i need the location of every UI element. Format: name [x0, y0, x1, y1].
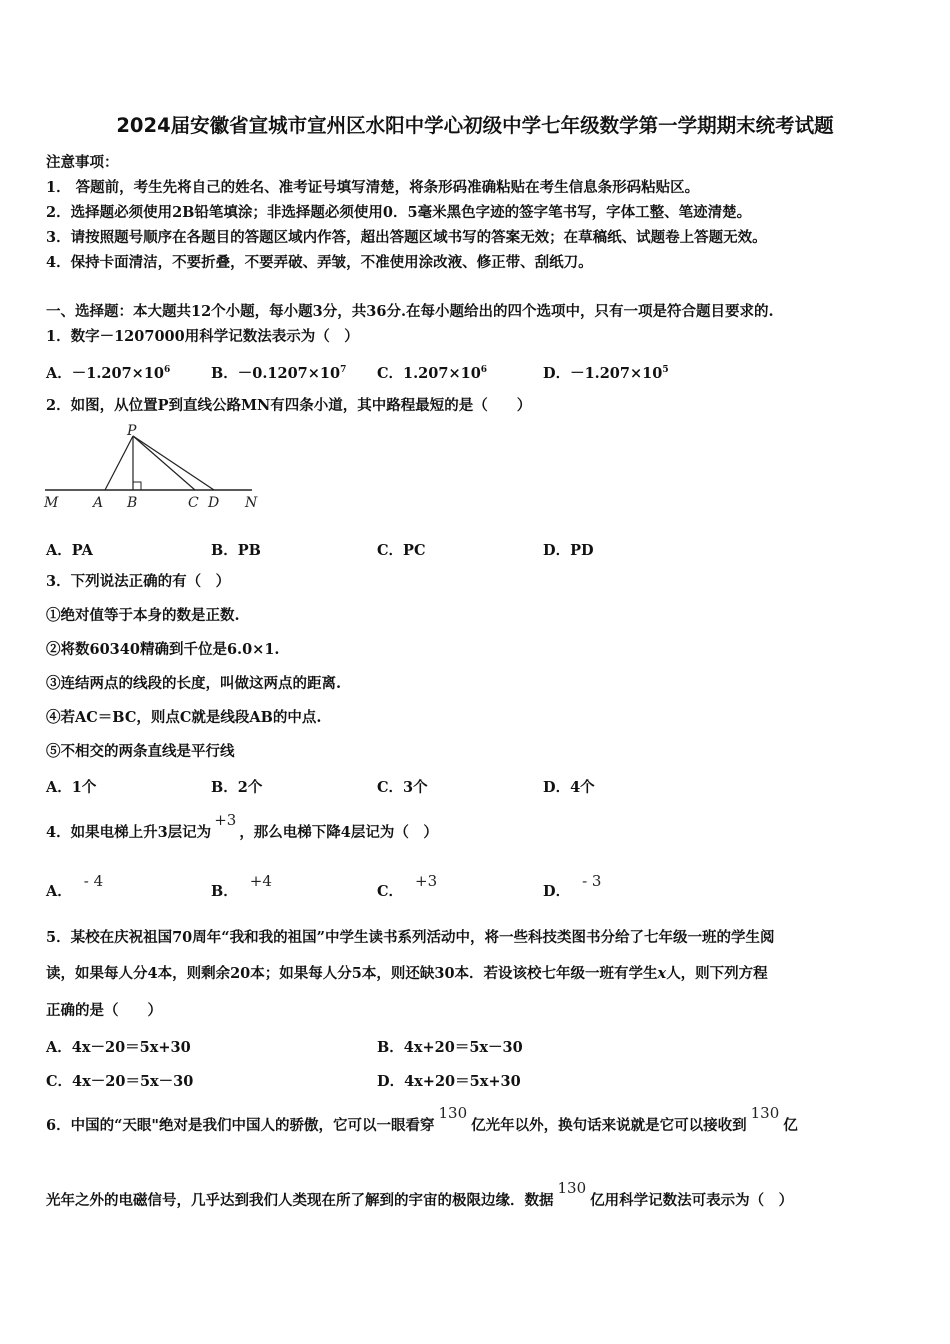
q1-option-d[interactable]: D．$-1.207\times 10^5$ — [543, 365, 669, 382]
label-n: N — [245, 495, 258, 511]
q3-statement: ④若AC＝BC，则点C就是线段AB的中点. — [46, 709, 322, 726]
q3-option-d[interactable]: D．4个 — [543, 779, 595, 796]
q5-line-1: 5．某校在庆祝祖国70周年“我和我的祖国”中学生读书系列活动中，将一些科技类图书分给了七年级一班的学生阅 — [46, 929, 775, 946]
q2-option-a[interactable]: A．PA — [46, 542, 93, 559]
q3-statement: ①绝对值等于本身的数是正数. — [46, 607, 240, 624]
q1-option-a[interactable]: A．$-1.207\times 10^6$ — [46, 365, 171, 382]
path-pd — [133, 436, 214, 490]
q2-option-d[interactable]: D．PD — [543, 542, 594, 559]
notes-heading: 注意事项： — [46, 154, 119, 171]
label-c: C — [188, 495, 199, 511]
note-item: 1． 答题前，考生先将自己的姓名、准考证号填写清楚，将条形码准确粘贴在考生信息条形码粘贴区。 — [46, 179, 700, 196]
q4-formula: +3 — [214, 811, 237, 829]
label-a: A — [93, 495, 104, 511]
q5-option-b[interactable]: B．4x+20＝5x－30 — [377, 1039, 523, 1056]
q3-stem: 3．下列说法正确的有（ ） — [46, 573, 231, 590]
q3-statement: ⑤不相交的两条直线是平行线 — [46, 743, 235, 760]
note-item: 4．保持卡面清洁，不要折叠，不要弄破、弄皱，不准使用涂改液、修正带、刮纸刀。 — [46, 254, 593, 271]
q4-option-b[interactable]: B．+4 — [211, 872, 272, 900]
q6-line-1: 6．中国的“天眼"绝对是我们中国人的骄傲，它可以一眼看穿130亿光年以外，换句话来说就是它可以接收到130亿 — [46, 1104, 798, 1134]
q5-option-a[interactable]: A．4x－20＝5x+30 — [46, 1039, 191, 1056]
q5-line-3: 正确的是（ ） — [46, 1002, 162, 1019]
q3-option-a[interactable]: A．1个 — [46, 779, 97, 796]
section-heading: 一、选择题：本大题共12个小题，每小题3分，共36分.在每小题给出的四个选项中，只有一项是符合题目要求的. — [46, 303, 774, 320]
q5-option-c[interactable]: C．4x－20＝5x－30 — [46, 1073, 194, 1090]
q1-option-c[interactable]: C．$1.207\times 10^6$ — [377, 365, 488, 382]
q1-option-b[interactable]: B．$-0.1207\times 10^7$ — [211, 365, 347, 382]
right-angle-mark — [133, 482, 141, 490]
note-item: 3．请按照题号顺序在各题目的答题区域内作答，超出答题区域书写的答案无效；在草稿纸、试题卷上答题无效。 — [46, 229, 767, 246]
q4-stem: 4．如果电梯上升3层记为+3，那么电梯下降4层记为（ ） — [46, 811, 438, 841]
q1-stem: 1．数字－1207000用科学记数法表示为（ ） — [46, 328, 359, 345]
q4-option-a[interactable]: A．- 4 — [46, 872, 104, 900]
note-item: 2．选择题必须使用2B铅笔填涂；非选择题必须使用0．5毫米黑色字迹的签字笔书写，字体工整、笔迹清楚。 — [46, 204, 752, 221]
label-b: B — [127, 495, 138, 511]
q2-option-c[interactable]: C．PC — [377, 542, 426, 559]
q4-option-c[interactable]: C．+3 — [377, 872, 438, 900]
path-pa — [105, 436, 133, 490]
label-p: P — [127, 423, 137, 439]
q3-statement: ②将数60340精确到千位是6.0×1. — [46, 641, 280, 658]
q5-line-2: 读，如果每人分4本，则剩余20本；如果每人分5本，则还缺30本．若设该校七年级一班有学生x人，则下列方程 — [46, 965, 768, 982]
label-d: D — [208, 495, 220, 511]
q6-number: 130 — [438, 1104, 468, 1122]
page-title: 2024届安徽省宣城市宣州区水阳中学心初级中学七年级数学第一学期期末统考试题 — [116, 114, 834, 137]
q2-stem: 2．如图，从位置P到直线公路MN有四条小道，其中路程最短的是（ ） — [46, 397, 532, 414]
q6-line-2: 光年之外的电磁信号，几乎达到我们人类现在所了解到的宇宙的极限边缘．数据130亿用科学记数法可表示为（ ） — [46, 1179, 794, 1209]
q3-option-b[interactable]: B．2个 — [211, 779, 263, 796]
q5-option-d[interactable]: D．4x+20＝5x+30 — [377, 1073, 521, 1090]
q3-option-c[interactable]: C．3个 — [377, 779, 428, 796]
q4-option-d[interactable]: D．- 3 — [543, 872, 602, 900]
q2-figure — [40, 420, 270, 520]
path-pc — [133, 436, 195, 490]
q6-number: 130 — [557, 1179, 587, 1197]
q3-statement: ③连结两点的线段的长度，叫做这两点的距离. — [46, 675, 342, 692]
q6-number: 130 — [750, 1104, 780, 1122]
q2-option-b[interactable]: B．PB — [211, 542, 261, 559]
label-m: M — [44, 495, 59, 511]
